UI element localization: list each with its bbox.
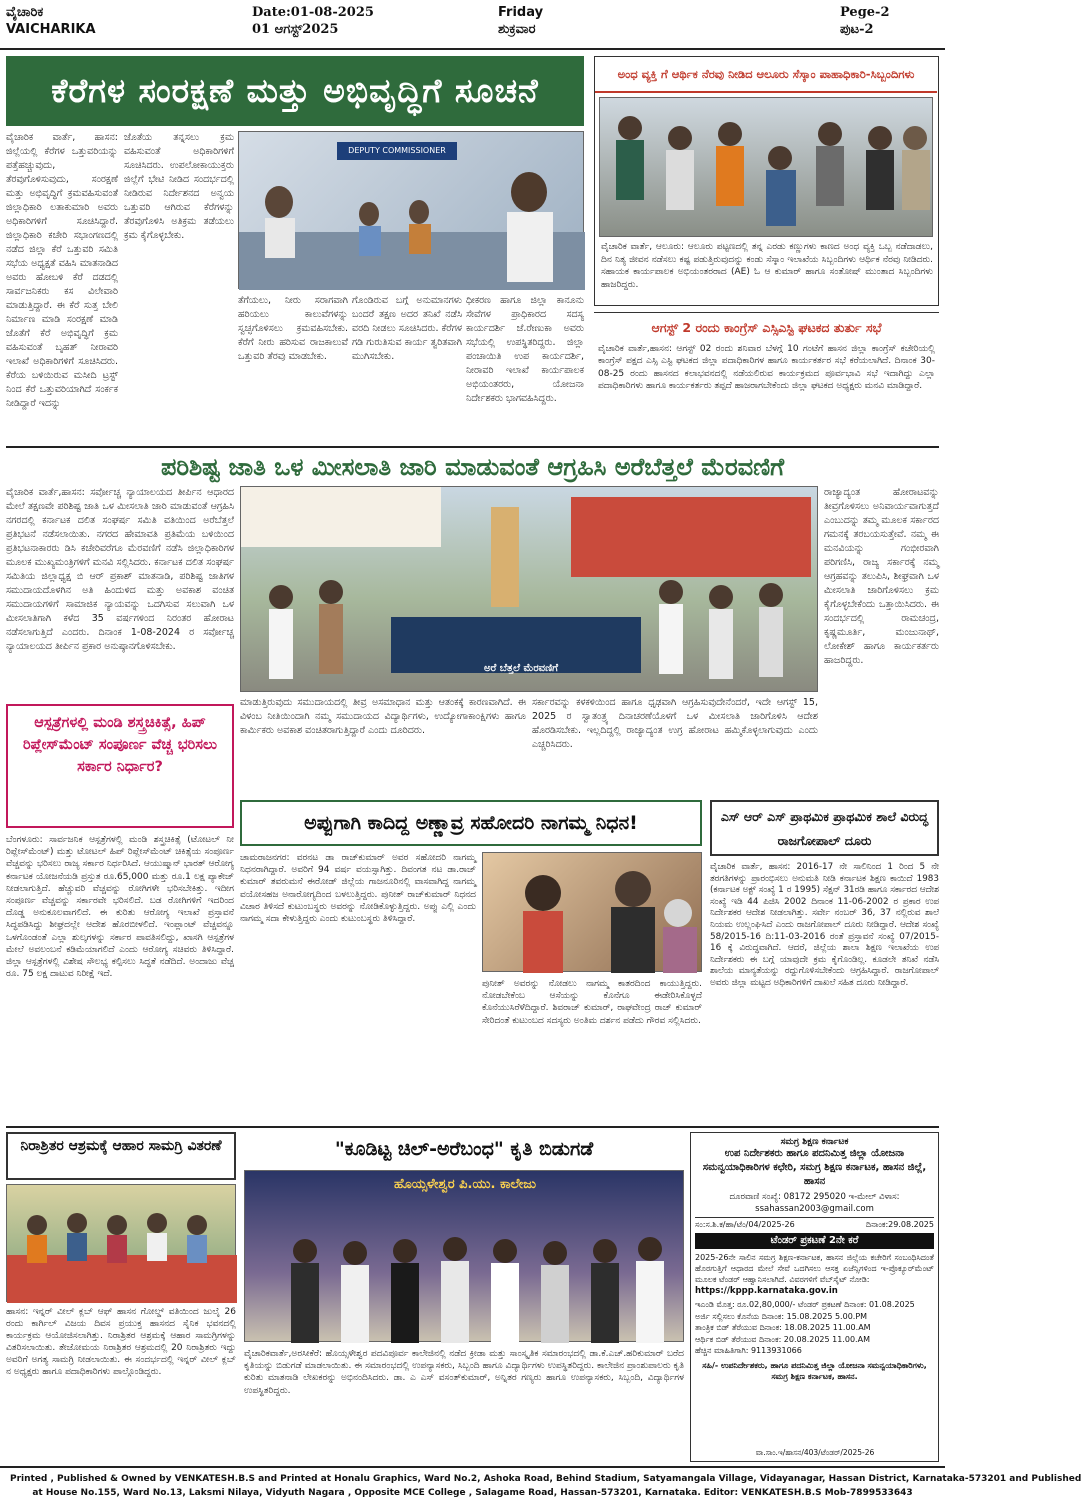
congress-body: ವೈಚಾರಿಕ ವಾರ್ತೆ,ಹಾಸನ: ಆಗಸ್ಟ್ 02 ರಂದು ಶನಿವಾರ ಬೆಳಗ್ಗೆ 10 ಗಂಟೆಗೆ ಹಾಸನ ಜಿಲ್ಲಾ ಕಾಂಗ್ರೆಸ್ ಕಚೇರಿಯಲ್ಲಿ ಕಾಂಗ್ರೆಸ್ ಪಕ್ಷದ ಎಸ್ಸಿ ಎಸ್ಟಿ ಘಟಕದ ಜಿಲ್ಲಾ ಪದಾಧಿಕಾರಿಗಳ ಹಾಗೂ ಕಾರ್ಯಕರ್ತರ ಸಭೆ ಕರೆಯಲಾಗಿದೆ. ದಿನಾಂಕ 30-08-25 ರಂದು ಹಾಸನದ ಕಲಾಭವನದಲ್ಲಿ ನಡೆಯಲಿರುವ ಕಾರ್ಯಕ್ರಮದ ಪೂರ್ವಭಾವಿ ಸಭೆ ಇದಾಗಿದ್ದು ಎಲ್ಲಾ ಪದಾಧಿಕಾರಿಗಳು ಹಾಗೂ ಕಾರ್ಯಕರ್ತರು ತಪ್ಪದೆ ಹಾಜರಾಗಬೇಕೆಂದು ಜಿಲ್ಲಾ ಘಟಕದ ಅಧ್ಯಕ್ಷರು ಮನವಿ ಮಾಡಿದ್ದಾರೆ. [598, 344, 935, 391]
reservation-col-mid-1: ಮಾಡುತ್ತಿರುವುದು ಸಮುದಾಯದಲ್ಲಿ ತೀವ್ರ ಅಸಮಾಧಾನ ಮತ್ತು ಆತಂಕಕ್ಕೆ ಕಾರಣವಾಗಿದೆ. ಈ ವಿಳಂಬ ನೀತಿಯಿಂದಾಗಿ ನಮ್ಮ ಸಮುದಾಯದ ವಿದ್ಯಾರ್ಥಿಗಳು, ಉದ್ಯೋಗಾಕಾಂಕ್ಷಿಗಳು ಹಾಗೂ ಕಾರ್ಮಿಕರು ಅವಕಾಶ ವಂಚಿತರಾಗುತ್ತಿದ್ದಾರೆ ಎಂದು ದೂರಿದರು. [240, 697, 526, 736]
protest-march-photo [240, 486, 818, 692]
book-release-headline: "ಕೂಡಿಟ್ಟ ಚಿಲ್-ಅರೆಬಂಧ" ಕೃತಿ ಬಿಡುಗಡೆ [334, 1138, 594, 1160]
tender-email: ssahassan2003@gmail.com [755, 1204, 874, 1214]
masthead [0, 0, 945, 50]
reservation-col-left: ವೈಚಾರಿಕ ವಾರ್ತೆ,ಹಾಸನ: ಸರ್ವೋಚ್ಚ ನ್ಯಾಯಾಲಯದ ತೀರ್ಪಿನ ಆಧಾರದ ಮೇಲೆ ತಕ್ಷಣವೇ ಪರಿಶಿಷ್ಟ ಜಾತಿ ಒಳ ಮೀಸಲಾತಿ ಜಾರಿ ಮಾಡುವಂತೆ ಆಗ್ರಹಿಸಿ ನಗರದಲ್ಲಿ ಕರ್ನಾಟಕ ದಲಿತ ಸಂಘರ್ಷ ಸಮಿತಿ ವತಿಯಿಂದ ಅರೆಬೆತ್ತಲೆ ಪ್ರತಿಭಟನೆ ನಡೆಸಲಾಯಿತು. ನಗರದ ಹೇಮಾವತಿ ಪ್ರತಿಮೆಯ ಬಳಿಯಿಂದ ಪ್ರತಿಭಟನಾಕಾರರು ಡಿಸಿ ಕಚೇರಿವರೆಗೂ ಮೆರವಣಿಗೆ ನಡೆಸಿ ಜಿಲ್ಲಾಧಿಕಾರಿಗಳ ಮೂಲಕ ಮುಖ್ಯಮಂತ್ರಿಗಳಿಗೆ ಮನವಿ ಸಲ್ಲಿಸಿದರು. ಕರ್ನಾಟಕ ದಲಿತ ಸಂಘರ್ಷ ಸಮಿತಿಯ ಜಿಲ್ಲಾಧ್ಯಕ್ಷ ಬಿ ಆರ್ ಪ್ರಕಾಶ್ ಮಾತನಾಡಿ, ಪರಿಶಿಷ್ಟ ಜಾತಿಗಳ ಸಮುದಾಯದೊಳಗಿನ ಅತಿ ಹಿಂದುಳಿದ ಮತ್ತು ಅವಕಾಶ ವಂಚಿತ ಸಮುದಾಯಗಳಿಗೆ ಸಾಮಾಜಿಕ ನ್ಯಾಯವನ್ನು ಒದಗಿಸುವ ಸಲುವಾಗಿ ಒಳ ಮೀಸಲಾತಿಗಾಗಿ ಕಳೆದ 35 ವರ್ಷಗಳಿಂದ ನಿರಂತರ ಹೋರಾಟ ನಡೆಸಲಾಗುತ್ತಿದೆ ಎಂದರು. ದಿನಾಂಕ 1-08-2024 ರ ಸರ್ವೋಚ್ಚ ನ್ಯಾಯಾಲಯದ ತೀರ್ಪಿನ ಪ್ರಕಾರ ಅನುಷ್ಠಾನಗೊಳಿಸಬೇಕು. [6, 487, 234, 652]
page-number [840, 4, 940, 38]
book-release-group-illustration [245, 1171, 685, 1343]
hospital-headline: ಆಸ್ಪತ್ರೆಗಳಲ್ಲಿ ಮಂಡಿ ಶಸ್ತ್ರಚಿಕಿತ್ಸೆ, ಹಿಪ್ ರಿಪ್ಲೇಸ್‌ಮೆಂಟ್ ಸಂಪೂರ್ಣ ವೆಚ್ಚ ಭರಿಸಲು ಸರ್ಕಾರ ನಿರ್ಧಾರ? [6, 704, 234, 828]
photo-sign: DEPUTY COMMISSIONER [337, 142, 457, 160]
newspaper-name-english: VAICHARIKA [6, 22, 96, 37]
tender-org: ಸಮಗ್ರ ಶಿಕ್ಷಣ ಕರ್ನಾಟಕ [780, 1137, 849, 1147]
date-kannada: 01 ಆಗಸ್ಟ್2025 [252, 22, 339, 37]
page-english: Pege-2 [840, 5, 890, 20]
section-divider-2 [6, 1126, 939, 1128]
congress-story [594, 312, 939, 442]
reservation-col-mid-2: ಸರ್ಕಾರವನ್ನು ಕಳಕಳಿಯಿಂದ ಹಾಗೂ ಧೃಢವಾಗಿ ಆಗ್ರಹಿಸುವುದೇನೆಂದರೆ, ಇದೇ ಆಗಸ್ಟ್ 15, 2025 ರ ಸ್ವಾತಂತ್ರ್ಯ ದಿನಾಚರಣೆಯೊಳಗೆ ಒಳ ಮೀಸಲಾತಿ ಜಾರಿಗೊಳಿಸಿ ಆದೇಶ ಹೊರಡಿಸಬೇಕು. ಇಲ್ಲದಿದ್ದಲ್ಲಿ ರಾಜ್ಯಾದ್ಯಂತ ಉಗ್ರ ಹೋರಾಟ ಹಮ್ಮಿಕೊಳ್ಳಲಾಗುವುದು ಎಂದು ಎಚ್ಚರಿಸಿದರು. [532, 697, 818, 750]
school-body: ವೈಚಾರಿಕ ವಾರ್ತೆ, ಹಾಸನ: 2016-17 ನೇ ಸಾಲಿನಿಂದ 1 ರಿಂದ 5 ನೇ ತರಗತಿಗಳನ್ನು ಪ್ರಾರಂಭಿಸಲು ಅನುಮತಿ ನೀಡಿ ಕರ್ನಾಟಕ ಶಿಕ್ಷಣ ಕಾಯಿದೆ 1983 (ಕರ್ನಾಟಕ ಅಕ್ಟ್ ಸಂಖ್ಯೆ 1 ರ 1995) ಸೆಕ್ಷನ್ 31ರಡಿ ಹಾಗೂ ಸರ್ಕಾರದ ಆದೇಶ ಸಂಖ್ಯೆ ಇಡಿ 44 ಪಿಜಿಸಿ 2002 ದಿನಾಂಕ 11-06-2002 ರ ಪ್ರಕಾರ ಉಪ ನಿರ್ದೇಶಕರ ಆದೇಶ ನೀಡಲಾಗಿತ್ತು. ಸರ್ವೇ ನಂಬರ್ 36, 37 ನಲ್ಲಿರುವ ಶಾಲೆ ನಿಯಮ ಉಲ್ಲಂಘಿಸಿದೆ ಎಂದು ರಾಜಗೋಪಾಲ್ ದೂರು ನೀಡಿದ್ದಾರೆ. ಆದೇಶ ಸಂಖ್ಯೆ 58/2015-16 ದಿ:11-03-2016 ರಂತೆ ಪ್ರಸ್ತಾವನೆ ಸಂಖ್ಯೆ 07/2015-16 ಕ್ಕೆ ವಿರುದ್ಧವಾಗಿದೆ. ಆದರೆ, ಜಿಲ್ಲೆಯ ಶಾಲಾ ಶಿಕ್ಷಣ ಇಲಾಖೆಯ ಉಪ ನಿರ್ದೇಶಕರು ಈ ಬಗ್ಗೆ ಯಾವುದೇ ಕ್ರಮ ಕೈಗೊಂಡಿಲ್ಲ. ಕೂಡಲೇ ತನಿಖೆ ನಡೆಸಿ ಶಾಲೆಯ ಮಾನ್ಯತೆಯನ್ನು ರದ್ದುಗೊಳಿಸಬೇಕೆಂದು ಆಗ್ರಹಿಸಿದ್ದಾರೆ. ರಾಜಗೋಪಾಲ್ ಅವರು ಜಿಲ್ಲಾ ಮಟ್ಟದ ಅಧಿಕಾರಿಗಳಿಗೆ ದಾಖಲೆ ಸಹಿತ ದೂರು ನೀಡಿದ್ದಾರೆ. [710, 862, 939, 988]
reservation-headline: ಪರಿಶಿಷ್ಟ ಜಾತಿ ಒಳ ಮೀಸಲಾತಿ ಜಾರಿ ಮಾಡುವಂತೆ ಆಗ್ರಹಿಸಿ ಅರೆಬೆತ್ತಲೆ ಮೆರವಣಿಗೆ [6, 452, 939, 482]
lakes-meeting-photo [238, 131, 584, 289]
tender-schedule [695, 1299, 934, 1357]
group-people-illustration [600, 98, 934, 238]
nagamma-photo [482, 852, 702, 972]
protest-banner-text: ಅರೆ ಬೆತ್ತಲೆ ಮೆರವಣಿಗೆ [483, 663, 558, 674]
tender-ref: ಸಂ:ಸ.ಶಿ.ಕ/ಹಾ/ಟೆಂ/04/2025-26 [695, 1220, 795, 1229]
day-kannada: ಶುಕ್ರವಾರ [498, 22, 536, 37]
lakes-col-2-top: ಜೊತೆಯ ತನ್ನಸಲು ಕ್ರಮ ವಹಿಸುವಂತೆ ಅಧಿಕಾರಿಗಳಿಗೆ ಸೂಚಿಸಿದರು. ಉಪಲೋಕಾಯುಕ್ತರು ಜಿಲ್ಲೆಗೆ ಭೇಟಿ ನೀಡಿದ ಸಂದರ್ಭದಲ್ಲಿ ನೀಡಿರುವ ನಿರ್ದೇಶನದ ಅನ್ವಯ ಒತ್ತುವರಿ ಆಗಿರುವ ಕೆರೆಗಳನ್ನು ತೆರವುಗೊಳಿಸಿ ಅತಿಕ್ರಮ ತಡೆಯಲು ಕ್ರಮ ಕೈಗೊಳ್ಳಬೇಕು. [124, 132, 234, 241]
imprint-line-2: at House No.155, Ward No.13, Laksmi Nilaya, Vidyuth Nagara , Opposite MCE College , Salagame Road, Hassan-573201, Karnataka. Editor: VENKATESH.B.S Mob-7899533643 [32, 1488, 913, 1498]
issue-day [498, 4, 608, 38]
imprint-footer [0, 1466, 1081, 1510]
hospital-body: ಬೆಂಗಳೂರು: ಸಾರ್ವಜನಿಕ ಆಸ್ಪತ್ರೆಗಳಲ್ಲಿ ಮಂಡಿ ಶಸ್ತ್ರಚಿಕಿತ್ಸೆ (ಟೋಟಲ್ ನೀ ರಿಪ್ಲೇಸ್‌ಮೆಂಟ್) ಮತ್ತು ಟೋಟಲ್ ಹಿಪ್ ರಿಪ್ಲೇಸ್‌ಮೆಂಟ್ ಚಿಕಿತ್ಸೆಯ ಸಂಪೂರ್ಣ ವೆಚ್ಚವನ್ನು ಭರಿಸಲು ರಾಜ್ಯ ಸರ್ಕಾರ ನಿರ್ಧರಿಸಿದೆ. ಆಯುಷ್ಮಾನ್ ಭಾರತ್ ಆರೋಗ್ಯ ಕರ್ನಾಟಕ ಯೋಜನೆಯಡಿ ಪ್ರಸ್ತುತ ರೂ.65,000 ಮತ್ತು ರೂ.1 ಲಕ್ಷ ಪ್ಯಾಕೇಜ್ ನೀಡಲಾಗುತ್ತಿದೆ. ಹೆಚ್ಚುವರಿ ವೆಚ್ಚವನ್ನು ರೋಗಿಗಳೇ ಭರಿಸಬೇಕಿತ್ತು. ಇದೀಗ ಸಂಪೂರ್ಣ ವೆಚ್ಚವನ್ನು ಸರ್ಕಾರವೇ ಭರಿಸಲಿದೆ. ಬಡ ರೋಗಿಗಳಿಗೆ ಇದರಿಂದ ದೊಡ್ಡ ಅನುಕೂಲವಾಗಲಿದೆ. ಈ ಕುರಿತು ಆರೋಗ್ಯ ಇಲಾಖೆ ಪ್ರಸ್ತಾವನೆ ಸಿದ್ಧಪಡಿಸಿದ್ದು ಶೀಘ್ರದಲ್ಲೇ ಆದೇಶ ಹೊರಬೀಳಲಿದೆ. ಇಂಪ್ಲಾಂಟ್ ವೆಚ್ಚವನ್ನೂ ಒಳಗೊಂಡಂತೆ ಎಲ್ಲಾ ಶುಲ್ಕಗಳನ್ನು ಸರ್ಕಾರ ಪಾವತಿಸಲಿದ್ದು, ಖಾಸಗಿ ಆಸ್ಪತ್ರೆಗಳ ಮೇಲೆ ಅವಲಂಬನೆ ಕಡಿಮೆಯಾಗಲಿದೆ ಎಂದು ಆರೋಗ್ಯ ಸಚಿವರು ತಿಳಿಸಿದ್ದಾರೆ. ಜಿಲ್ಲಾ ಆಸ್ಪತ್ರೆಗಳಲ್ಲಿ ವಿಶೇಷ ಸೌಲಭ್ಯ ಕಲ್ಪಿಸಲು ಸಿದ್ಧತೆ ನಡೆದಿದೆ. ಅಂದಾಜು ವೆಚ್ಚ ರೂ. 75 ಲಕ್ಷ ದಾಟುವ ನಿರೀಕ್ಷೆ ಇದೆ. [6, 835, 234, 980]
tender-schedule-row: ತಾಂತ್ರಿಕ ಬಿಡ್ ತೆರೆಯುವ ದಿನಾಂಕ: 18.08.2025 11.00.AM [695, 1323, 871, 1332]
newspaper-name-kannada: ವೈಚಾರಿಕ [6, 5, 44, 20]
tender-office: ಉಪ ನಿರ್ದೇಶಕರು ಹಾಗೂ ಪದನಿಮಿತ್ತ ಜಿಲ್ಲಾ ಯೋಜನಾ ಸಮನ್ವಯಾಧಿಕಾರಿಗಳ ಕಛೇರಿ, ಸಮಗ್ರ ಶಿಕ್ಷಣ ಕರ್ನಾಟಕ, ಹಾಸನ ಜಿಲ್ಲೆ, ಹಾಸನ [702, 1148, 927, 1187]
book-release-story [244, 1132, 684, 1462]
newspaper-name [6, 4, 156, 38]
nagamma-story [240, 800, 704, 1122]
lakes-col-3: ತೆಗೆಯಲು, ನೀರು ಸರಾಗವಾಗಿ ಹರಿಯಲು ಕಾಲುವೆಗಳನ್ನು ಸ್ವಚ್ಛಗೊಳಿಸಲು ಕ್ರಮವಹಿಸಬೇಕು. ಕೆರೆಗೆ ನೀರು ಹರಿಸುವ ರಾಜಕಾಲುವೆ ಒತ್ತುವರಿ ತೆರವು ಮಾಡಬೇಕು. [238, 295, 348, 362]
congress-headline: ಆಗಸ್ಟ್ 2 ರಂದು ಕಾಂಗ್ರೆಸ್ ಎಸ್ಸಿಎಸ್ಟಿ ಘಟಕದ ತುರ್ತು ಸಭೆ [651, 320, 882, 335]
blind-aid-story [594, 56, 939, 306]
nagamma-portrait-illustration [483, 853, 703, 973]
tender-signature: ಸಹಿ/- ಉಪನಿರ್ದೇಶಕರು, ಹಾಗೂ ಪದನಿಮಿತ್ತ ಜಿಲ್ಲಾ ಯೋಜನಾ ಸಮನ್ವಯಾಧಿಕಾರಿಗಳು, ಸಮಗ್ರ ಶಿಕ್ಷಣ ಕರ್ನಾಟಕ, ಹಾಸನ. [702, 1360, 927, 1381]
reservation-col-right: ರಾಜ್ಯಾದ್ಯಂತ ಹೋರಾಟವನ್ನು ತೀವ್ರಗೊಳಿಸಲು ಅನಿವಾರ್ಯವಾಗುತ್ತದೆ ಎಂಬುದನ್ನು ತಮ್ಮ ಮೂಲಕ ಸರ್ಕಾರದ ಗಮನಕ್ಕೆ ತರಬಯಸುತ್ತೇವೆ. ನಮ್ಮ ಈ ಮನವಿಯನ್ನು ಗಂಭೀರವಾಗಿ ಪರಿಗಣಿಸಿ, ರಾಜ್ಯ ಸರ್ಕಾರಕ್ಕೆ ನಮ್ಮ ಆಗ್ರಹವನ್ನು ತಲುಪಿಸಿ, ಶೀಘ್ರವಾಗಿ ಒಳ ಮೀಸಲಾತಿ ಜಾರಿಗೊಳಿಸಲು ಕ್ರಮ ಕೈಗೊಳ್ಳಬೇಕೆಂದು ಒತ್ತಾಯಿಸಿದರು. ಈ ಸಂದರ್ಭದಲ್ಲಿ ರಾಮಚಂದ್ರ, ಕೃಷ್ಣಮೂರ್ತಿ, ಮಂಜುನಾಥ್, ಲೋಕೇಶ್ ಹಾಗೂ ಕಾರ್ಯಕರ್ತರು ಹಾಜರಿದ್ದರು. [824, 487, 939, 666]
day-english: Friday [498, 5, 544, 20]
tender-ref-date: ದಿನಾಂಕ:29.08.2025 [865, 1220, 934, 1229]
hospital-story [6, 704, 234, 1124]
tender-schedule-row: ಅರ್ಜಿ ಸಲ್ಲಿಸಲು ಕೊನೆಯ ದಿನಾಂಕ: 15.08.2025 5.00.PM [695, 1311, 868, 1321]
school-headline: ಎಸ್ ಆರ್ ಎಸ್ ಪ್ರಾಥಮಿಕ ಪ್ರಾಥಮಿಕ ಶಾಲೆ ವಿರುದ್ಧ ರಾಜಗೋಪಾಲ್ ದೂರು [710, 800, 939, 856]
tender-phone: ದೂರವಾಣಿ ಸಂಖ್ಯೆ: 08172 295020 ಇ-ಮೇಲ್ ವಿಳಾಸ: [729, 1192, 900, 1202]
tender-notice [690, 1132, 939, 1462]
nagamma-col-1: ಚಾಮರಾಜನಗರ: ವರನಟ ಡಾ ರಾಜ್‌ಕುಮಾರ್ ಅವರ ಸಹೋದರಿ ನಾಗಮ್ಮ ನಿಧನರಾಗಿದ್ದಾರೆ. ಅವರಿಗೆ 94 ವರ್ಷ ವಯಸ್ಸಾಗಿತ್ತು. ದಿವಂಗತ ನಟ ಡಾ.ರಾಜ್ ಕುಮಾರ್ ತವರುಮನೆ ಈರೋಡ್ ಜಿಲ್ಲೆಯ ಗಾಜನೂರಿನಲ್ಲಿ ವಾಸವಾಗಿದ್ದ ನಾಗಮ್ಮ ವಯೋಸಹಜ ಅನಾರೋಗ್ಯದಿಂದ ಬಳಲುತ್ತಿದ್ದರು. ಪುನೀತ್ ರಾಜ್‌ಕುಮಾರ್ ನಿಧನದ ವಿಚಾರ ತಿಳಿಸದೆ ಕುಟುಂಬಸ್ಥರು ಅವರನ್ನು ನೋಡಿಕೊಳ್ಳುತ್ತಿದ್ದರು. ಅಪ್ಪು ಎಲ್ಲಿ ಎಂದು ನಾಗಮ್ಮ ಸದಾ ಕೇಳುತ್ತಿದ್ದರು ಎಂದು ಕುಟುಂಬಸ್ಥರು ತಿಳಿಸಿದ್ದಾರೆ. [240, 853, 476, 925]
lakes-col-5: ಧೀಕರಣ ಹಾಗೂ ಜಿಲ್ಲಾ ಕಾನೂನು ಸೇವೆಗಳ ಪ್ರಾಧಿಕಾರದ ಸದಸ್ಯ ಕಾರ್ಯದರ್ಶಿ ಜೆ.ರೇಣುಕಾ ಅವರು ಸಭೆಯಲ್ಲಿ ಉಪಸ್ಥಿತರಿದ್ದರು. ಜಿಲ್ಲಾ ಪಂಚಾಯಿತಿ ಉಪ ಕಾರ್ಯದರ್ಶಿ, ನೀರಾವರಿ ಇಲಾಖೆ ಕಾರ್ಯಪಾಲಕ ಅಭಿಯಂತರರು, ಯೋಜನಾ ನಿರ್ದೇಶಕರು ಭಾಗವಹಿಸಿದ್ದರು. [466, 295, 584, 404]
lakes-headline: ಕೆರೆಗಳ ಸಂರಕ್ಷಣೆ ಮತ್ತು ಅಭಿವೃದ್ಧಿಗೆ ಸೂಚನೆ [6, 56, 584, 126]
nagamma-headline: ಅಪ್ಪುಗಾಗಿ ಕಾದಿದ್ದ ಅಣ್ಣಾವ್ರ ಸಹೋದರಿ ನಾಗಮ್ಮ ನಿಧನ! [240, 800, 702, 846]
date-english: Date:01-08-2025 [252, 5, 374, 20]
tender-website: https://kppp.karnataka.gov.in [695, 1286, 838, 1296]
meeting-scene-illustration [239, 132, 585, 290]
book-release-photo [244, 1170, 684, 1342]
tender-ref-row [695, 1217, 934, 1230]
school-story [710, 800, 939, 1122]
nagamma-col-2: ಪುನೀತ್ ಅವರನ್ನು ನೋಡಲು ನಾಗಮ್ಮ ಕಾತರದಿಂದ ಕಾಯುತ್ತಿದ್ದರು. ನೋಡಬೇಕೆಂಬ ಆಸೆಯನ್ನು ಕೊನೆಗೂ ಈಡೇರಿಸಿಕೊಳ್ಳದೆ ಕೊನೆಯುಸಿರೆಳೆದಿದ್ದಾರೆ. ಶಿವರಾಜ್ ಕುಮಾರ್, ರಾಘವೇಂದ್ರ ರಾಜ್ ಕುಮಾರ್ ಸೇರಿದಂತೆ ಕುಟುಂಬದ ಸದಸ್ಯರು ಅಂತಿಮ ದರ್ಶನ ಪಡೆದು ಗೌರವ ಸಲ್ಲಿಸಿದರು. [482, 979, 702, 1026]
ashram-photo [6, 1184, 236, 1302]
ashram-story [6, 1132, 236, 1462]
ashram-group-illustration [7, 1185, 237, 1303]
ashram-headline: ನಿರಾಶ್ರಿತರ ಆಶ್ರಮಕ್ಕೆ ಆಹಾರ ಸಾಮಗ್ರಿ ವಿತರಣೆ [6, 1132, 236, 1180]
blind-aid-headline: ಅಂಧ ವ್ಯಕ್ತಿ ಗೆ ಆರ್ಥಿಕ ನೆರವು ನೀಡಿದ ಆಲೂರು ಸೆಸ್ಕಾಂ ಪಾಹಾಧಿಕಾರಿ-ಸಿಬ್ಬಂದಿಗಳು [595, 57, 937, 93]
page-kannada: ಪುಟ-2 [840, 22, 874, 37]
blind-aid-body: ವೈಚಾರಿಕ ವಾರ್ತೆ, ಆಲೂರು: ಆಲೂರು ಪಟ್ಟಣದಲ್ಲಿ ತನ್ನ ಎರಡು ಕಣ್ಣುಗಳು ಕಾಣದ ಅಂಧ ವ್ಯಕ್ತಿ ಒಬ್ಬ ನಡೆದಾಡಲು, ದಿನ ನಿತ್ಯ ಜೀವನ ನಡೆಸಲು ಕಷ್ಟ ಪಡುತ್ತಿರುವುದನ್ನು ಕಂಡು ಸೆಸ್ಕಾಂ ಇಲಾಖೆಯ ಸಿಬ್ಬಂದಿಗಳು ಆರ್ಥಿಕ ನೆರವು ನೀಡಿದರು. ಸಹಾಯಕ ಕಾರ್ಯಪಾಲಕ ಅಭಿಯಂತರರಾದ (AE) ಓ ಆ ಕುಮಾರ್ ಹಾಗೂ ಸಂತೋಷ್ ಮುಂತಾದ ಸಿಬ್ಬಂದಿಗಳು ಹಾಜರಿದ್ದರು. [601, 242, 933, 290]
lakes-col-1: ವೈಚಾರಿಕ ವಾರ್ತೆ, ಹಾಸನ: ಜಿಲ್ಲೆಯಲ್ಲಿ ಕೆರೆಗಳ ಒತ್ತುವರಿಯನ್ನು ಪತ್ತೆಹಚ್ಚುವುದು, ತೆರವುಗೊಳಿಸುವುದು, ಸಂರಕ್ಷಣೆ ಮತ್ತು ಅಭಿವೃದ್ಧಿಗೆ ಕ್ರಮವಹಿಸುವಂತೆ ಜಿಲ್ಲಾಧಿಕಾರಿ ಲತಾಕುಮಾರಿ ಅವರು ಅಧಿಕಾರಿಗಳಿಗೆ ಸೂಚಿಸಿದ್ದಾರೆ. ಜಿಲ್ಲಾಧಿಕಾರಿ ಕಚೇರಿ ಸಭಾಂಗಣದಲ್ಲಿ ನಡೆದ ಜಿಲ್ಲಾ ಕೆರೆ ಒತ್ತುವರಿ ಸಮಿತಿ ಸಭೆಯ ಅಧ್ಯಕ್ಷತೆ ವಹಿಸಿ ಮಾತನಾಡಿದ ಅವರು ಹೋಬಳಿ ಕೆರೆ ದಡದಲ್ಲಿ ಸಾರ್ವಜನಿಕರು ಕಸ ವಿಲೇವಾರಿ ಮಾಡುತ್ತಿದ್ದಾರೆ. ಈ ಕೆರೆ ಸುತ್ತ ಬೇಲಿ ನಿರ್ಮಾಣ ಮಾಡಿ ಸಂರಕ್ಷಣೆ ಮಾಡಿ ಜೊತೆಗೆ ಕೆರೆ ಅಭಿವೃದ್ಧಿಗೆ ಕ್ರಮ ವಹಿಸುವಂತೆ ಬೃಹತ್ ನೀರಾವರಿ ಇಲಾಖೆ ಅಧಿಕಾರಿಗಳಿಗೆ ಸೂಚಿಸಿದರು. ಕೆರೆಯ ಬಳಿಯಿರುವ ಮಸೀದಿ ಟ್ರಸ್ಟ್ ನಿಂದ ಕೆರೆ ಒತ್ತುವರಿಯಾಗಿದೆ ಸಂರ್ಕಕ ನೀಡಿದ್ದಾರೆ ಇದನ್ನು [6, 132, 118, 409]
ashram-body: ಹಾಸನ: ಇನ್ನರ್ ವೀಲ್ ಕ್ಲಬ್ ಆಫ್ ಹಾಸನ ಗೋಲ್ಡ್ ವತಿಯಿಂದ ಜುಲೈ 26 ರಂದು ಕಾರ್ಗಿಲ್ ವಿಜಯ ದಿವಸ ಪ್ರಯುಕ್ತ ಹಾಸನದ ಸೈನಿಕ ಭವನದಲ್ಲಿ ಕಾರ್ಯಕ್ರಮ ಆಯೋಜಿಸಲಾಗಿತ್ತು. ನಿರಾಶ್ರಿತರ ಆಶ್ರಮಕ್ಕೆ ಆಹಾರ ಸಾಮಗ್ರಿಗಳನ್ನು ವಿತರಿಸಲಾಯಿತು. ತೇಜೋಮಯ ನಿರಾಶ್ರಿತರ ಆಶ್ರಮದಲ್ಲಿ 20 ನಿರಾಶ್ರಿತರು ಇದ್ದು ಅವರಿಗೆ ಅಗತ್ಯ ಸಾಮಗ್ರಿ ನೀಡಲಾಯಿತು. ಈ ಸಂದರ್ಭದಲ್ಲಿ ಇನ್ನರ್ ವೀಲ್ ಕ್ಲಬ್ ನ ಅಧ್ಯಕ್ಷರು ಹಾಗೂ ಪದಾಧಿಕಾರಿಗಳು ಪಾಲ್ಗೊಂಡಿದ್ದರು. [6, 1307, 236, 1377]
blind-aid-photo [599, 97, 933, 237]
section-divider [6, 446, 939, 448]
tender-dip: ವಾ.ಸಾಂ.ಇ/ಹಾಸನ/403/ಟೆಂಡರ್/2025-26 [755, 1448, 875, 1457]
issue-date [252, 4, 442, 38]
college-banner-text: ಹೊಯ್ಸಳೇಶ್ವರ ಪಿ.ಯು. ಕಾಲೇಜು [394, 1177, 536, 1192]
imprint-line-1: Printed , Published & Owned by VENKATESH.B.S and Printed at Honalu Graphics, Ward No.2, Ashoka Road, Behind Stadium, Satyamangala Village, Vidayanagar, Hassan District, Karnataka-573201 and Published [10, 1474, 1081, 1484]
book-release-body: ವೈಚಾರಿಕವಾರ್ತೆ,ಅರಸೀಕೆರೆ: ಹೊಯ್ಸಳೇಶ್ವರ ಪದವಿಪೂರ್ವ ಕಾಲೇಜಿನಲ್ಲಿ ನಡೆದ ಕ್ರೀಡಾ ಮತ್ತು ಸಾಂಸ್ಕೃತಿಕ ಸಮಾರಂಭದಲ್ಲಿ ಡಾ.ಕೆ.ಎಚ್.ಹರಿಕುಮಾರ್ ಬರೆದ ಕೃತಿಯನ್ನು ಬಿಡುಗಡೆ ಮಾಡಲಾಯಿತು. ಈ ಸಮಾರಂಭದಲ್ಲಿ ಉಪನ್ಯಾಸಕರು, ಸಿಬ್ಬಂದಿ ಹಾಗೂ ವಿದ್ಯಾರ್ಥಿಗಳು ಉಪಸ್ಥಿತರಿದ್ದರು. ಕಾಲೇಜಿನ ಪ್ರಾಂಶುಪಾಲರು ಕೃತಿ ಕುರಿತು ಮಾತನಾಡಿ ಲೇಖಕರನ್ನು ಅಭಿನಂದಿಸಿದರು. ಡಾ. ಎ ಎಸ್ ವಸಂತ್‌ಕುಮಾರ್, ಅನ್ನಿತರ ಗಣ್ಯರು ಹಾಗೂ ಉಪನ್ಯಾಸಕರು, ಸಿಬ್ಬಂದಿ, ವಿದ್ಯಾರ್ಥಿಗಳ ಉಪಸ್ಥಿತರಿದ್ದರು. [244, 1349, 684, 1396]
tender-schedule-row: ಇಎಂಡಿ ಮೊತ್ತ: ರೂ.02,80,000/- ಟೆಂಡರ್ ಪ್ರಕಟಣೆ ದಿನಾಂಕ: 01.08.2025 [695, 1300, 915, 1309]
lakes-col-4: ಗೊಂಡಿರುವ ಬಗ್ಗೆ ಅನುಮಾನಗಳು ಬಂದರೆ ತಕ್ಷಣ ಅದರ ತನಿಖೆ ನಡೆಸಿ ವರದಿ ನೀಡಲು ಸೂಚಿಸಿದರು. ಕೆರೆಗಳ ಗಡಿ ಗುರುತಿಸುವ ಕಾರ್ಯ ತ್ವರಿತವಾಗಿ ಮುಗಿಸಬೇಕು. [352, 295, 462, 362]
tender-title: ಟೆಂಡರ್ ಪ್ರಕಟಣೆ 2ನೇ ಕರೆ [695, 1233, 934, 1249]
tender-schedule-row: ಆರ್ಥಿಕ ಬಿಡ್ ತೆರೆಯುವ ದಿನಾಂಕ: 20.08.2025 11.00.AM [695, 1334, 870, 1344]
tender-schedule-row: ಹೆಚ್ಚಿನ ಮಾಹಿತಿಗಾಗಿ: 9113931066 [695, 1346, 802, 1355]
tender-body: 2025-26ನೇ ಸಾಲಿನ ಸಮಗ್ರ ಶಿಕ್ಷಣ-ಕರ್ನಾಟಕ, ಹಾಸನ ಜಿಲ್ಲೆಯ ಕಚೇರಿಗೆ ಸಂಬಂಧಿಸಿದಂತೆ ಹೊರಗುತ್ತಿಗೆ ಆಧಾರದ ಮೇಲೆ ಸೇವೆ ಒದಗಿಸಲು ಆಸಕ್ತ ಏಜೆನ್ಸಿಗಳಿಂದ ಇ-ಪ್ರೊಕ್ಯೂರ್‌ಮೆಂಟ್ ಮೂಲಕ ಟೆಂಡರ್ ಆಹ್ವಾನಿಸಲಾಗಿದೆ. ವಿವರಗಳಿಗೆ ವೆಬ್‌ಸೈಟ್ ನೋಡಿ: [695, 1253, 934, 1284]
